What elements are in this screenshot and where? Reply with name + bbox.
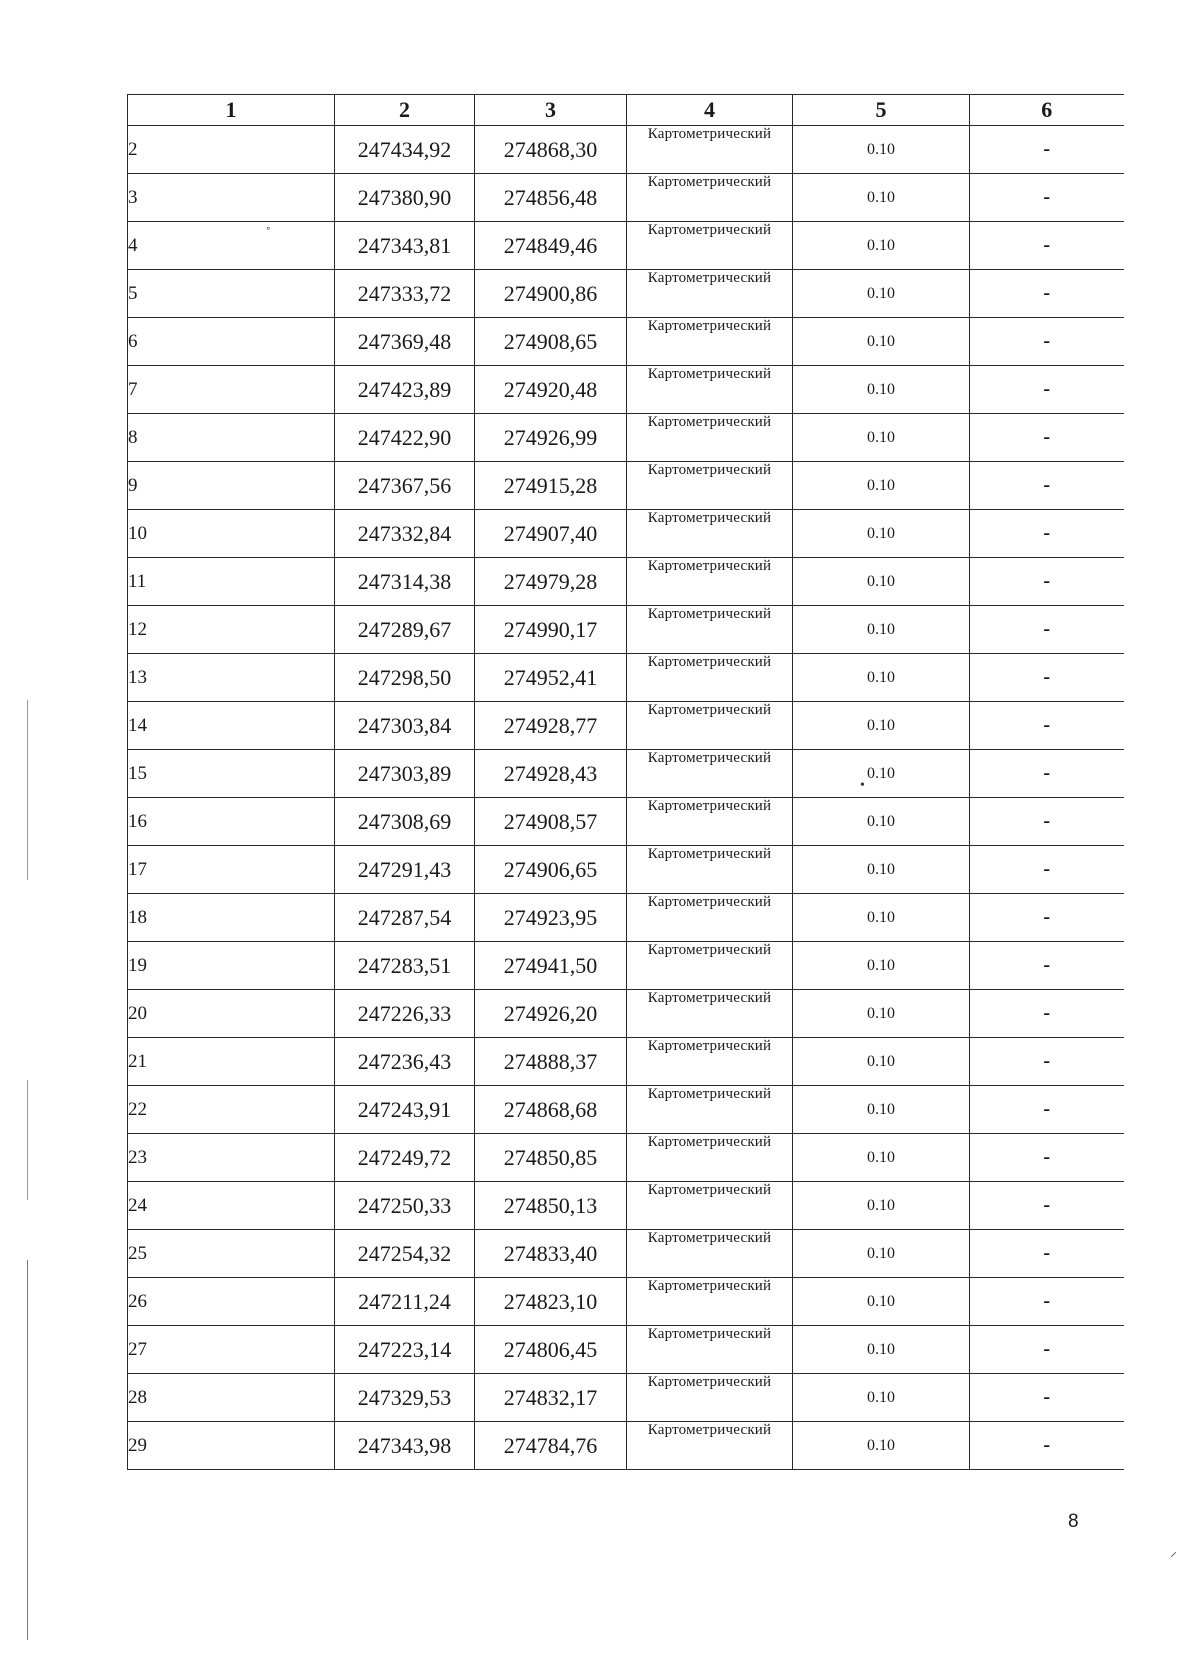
point-number-cell: 28 <box>128 1374 335 1422</box>
table-row <box>128 318 1124 366</box>
table-row <box>128 1326 1124 1374</box>
y-coordinate-cell: 274868,30 <box>475 126 627 174</box>
method-cell: Картометрический <box>627 1374 793 1422</box>
point-number-cell: 4 <box>128 222 335 270</box>
y-coordinate-cell: 274907,40 <box>475 510 627 558</box>
method-cell: Картометрический <box>627 846 793 894</box>
x-coordinate-cell: 247332,84 <box>335 510 475 558</box>
y-coordinate-cell: 274832,17 <box>475 1374 627 1422</box>
method-cell: Картометрический <box>627 798 793 846</box>
accuracy-cell: 0.10 <box>793 270 970 318</box>
point-number-cell: 8 <box>128 414 335 462</box>
description-cell: - <box>970 222 1124 270</box>
table-row <box>128 1374 1124 1422</box>
x-coordinate-cell: 247329,53 <box>335 1374 475 1422</box>
method-cell: Картометрический <box>627 462 793 510</box>
accuracy-cell: 0.10 <box>793 894 970 942</box>
x-coordinate-cell: 247308,69 <box>335 798 475 846</box>
table-row <box>128 222 1124 270</box>
x-coordinate-cell: 247289,67 <box>335 606 475 654</box>
y-coordinate-cell: 274906,65 <box>475 846 627 894</box>
description-cell: - <box>970 1182 1124 1230</box>
y-coordinate-cell: 274833,40 <box>475 1230 627 1278</box>
method-cell: Картометрический <box>627 222 793 270</box>
accuracy-cell: 0.10 <box>793 606 970 654</box>
accuracy-cell: 0.10 <box>793 1278 970 1326</box>
y-coordinate-cell: 274888,37 <box>475 1038 627 1086</box>
column-header-3: 3 <box>475 95 627 126</box>
x-coordinate-cell: 247434,92 <box>335 126 475 174</box>
column-header-6: 6 <box>970 95 1124 126</box>
table-row <box>128 270 1124 318</box>
method-cell: Картометрический <box>627 654 793 702</box>
accuracy-cell: 0.10 <box>793 1038 970 1086</box>
y-coordinate-cell: 274849,46 <box>475 222 627 270</box>
table-body <box>128 126 1124 1470</box>
table-row <box>128 462 1124 510</box>
table-row <box>128 510 1124 558</box>
point-number-cell: 3 <box>128 174 335 222</box>
accuracy-cell: 0.10 <box>793 174 970 222</box>
point-number-cell: 2 <box>128 126 335 174</box>
description-cell: - <box>970 462 1124 510</box>
method-cell: Картометрический <box>627 894 793 942</box>
y-coordinate-cell: 274900,86 <box>475 270 627 318</box>
column-header-2: 2 <box>335 95 475 126</box>
method-cell: Картометрический <box>627 414 793 462</box>
y-coordinate-cell: 274952,41 <box>475 654 627 702</box>
table-row <box>128 990 1124 1038</box>
y-coordinate-cell: 274979,28 <box>475 558 627 606</box>
x-coordinate-cell: 247254,32 <box>335 1230 475 1278</box>
y-coordinate-cell: 274990,17 <box>475 606 627 654</box>
method-cell: Картометрический <box>627 510 793 558</box>
point-number-cell: 11 <box>128 558 335 606</box>
method-cell: Картометрический <box>627 1038 793 1086</box>
method-cell: Картометрический <box>627 558 793 606</box>
method-cell: Картометрический <box>627 942 793 990</box>
accuracy-cell: 0.10 <box>793 990 970 1038</box>
table-row <box>128 606 1124 654</box>
x-coordinate-cell: 247223,14 <box>335 1326 475 1374</box>
x-coordinate-cell: 247369,48 <box>335 318 475 366</box>
method-cell: Картометрический <box>627 318 793 366</box>
method-cell: Картометрический <box>627 270 793 318</box>
method-cell: Картометрический <box>627 702 793 750</box>
accuracy-cell: 0.10 <box>793 1182 970 1230</box>
x-coordinate-cell: 247423,89 <box>335 366 475 414</box>
method-cell: Картометрический <box>627 174 793 222</box>
description-cell: - <box>970 174 1124 222</box>
x-coordinate-cell: 247367,56 <box>335 462 475 510</box>
point-number-cell: 27 <box>128 1326 335 1374</box>
point-number-cell: 24 <box>128 1182 335 1230</box>
accuracy-cell: 0.10 <box>793 942 970 990</box>
y-coordinate-cell: 274850,13 <box>475 1182 627 1230</box>
accuracy-cell: 0.10 <box>793 798 970 846</box>
x-coordinate-cell: 247226,33 <box>335 990 475 1038</box>
table-row <box>128 1134 1124 1182</box>
y-coordinate-cell: 274868,68 <box>475 1086 627 1134</box>
description-cell: - <box>970 1230 1124 1278</box>
accuracy-cell: 0.10 <box>793 750 970 798</box>
x-coordinate-cell: 247291,43 <box>335 846 475 894</box>
accuracy-cell: 0.10 <box>793 126 970 174</box>
description-cell: - <box>970 894 1124 942</box>
accuracy-cell: 0.10 <box>793 1374 970 1422</box>
y-coordinate-cell: 274806,45 <box>475 1326 627 1374</box>
y-coordinate-cell: 274850,85 <box>475 1134 627 1182</box>
description-cell: - <box>970 798 1124 846</box>
accuracy-cell: 0.10 <box>793 702 970 750</box>
method-cell: Картометрический <box>627 126 793 174</box>
point-number-cell: 9 <box>128 462 335 510</box>
x-coordinate-cell: 247303,89 <box>335 750 475 798</box>
description-cell: - <box>970 1374 1124 1422</box>
description-cell: - <box>970 1086 1124 1134</box>
scan-speck: ˚ <box>266 226 271 241</box>
x-coordinate-cell: 247249,72 <box>335 1134 475 1182</box>
page-number: 8 <box>1068 1511 1079 1532</box>
x-coordinate-cell: 247236,43 <box>335 1038 475 1086</box>
description-cell: - <box>970 510 1124 558</box>
coordinates-table <box>127 94 1124 1470</box>
y-coordinate-cell: 274908,65 <box>475 318 627 366</box>
method-cell: Картометрический <box>627 1182 793 1230</box>
x-coordinate-cell: 247298,50 <box>335 654 475 702</box>
description-cell: - <box>970 1278 1124 1326</box>
description-cell: - <box>970 558 1124 606</box>
y-coordinate-cell: 274915,28 <box>475 462 627 510</box>
accuracy-cell: 0.10 <box>793 1422 970 1470</box>
accuracy-cell: 0.10 <box>793 414 970 462</box>
description-cell: - <box>970 702 1124 750</box>
accuracy-cell: 0.10 <box>793 462 970 510</box>
accuracy-cell: 0.10 <box>793 1086 970 1134</box>
description-cell: - <box>970 654 1124 702</box>
table-row <box>128 1422 1124 1470</box>
x-coordinate-cell: 247333,72 <box>335 270 475 318</box>
description-cell: - <box>970 126 1124 174</box>
point-number-cell: 26 <box>128 1278 335 1326</box>
y-coordinate-cell: 274908,57 <box>475 798 627 846</box>
point-number-cell: 13 <box>128 654 335 702</box>
y-coordinate-cell: 274941,50 <box>475 942 627 990</box>
description-cell: - <box>970 366 1124 414</box>
x-coordinate-cell: 247343,98 <box>335 1422 475 1470</box>
accuracy-cell: 0.10 <box>793 1326 970 1374</box>
y-coordinate-cell: 274928,77 <box>475 702 627 750</box>
point-number-cell: 10 <box>128 510 335 558</box>
table-row <box>128 126 1124 174</box>
accuracy-cell: 0.10 <box>793 1134 970 1182</box>
x-coordinate-cell: 247250,33 <box>335 1182 475 1230</box>
point-number-cell: 14 <box>128 702 335 750</box>
method-cell: Картометрический <box>627 1278 793 1326</box>
table-row <box>128 702 1124 750</box>
table-row <box>128 1278 1124 1326</box>
method-cell: Картометрический <box>627 990 793 1038</box>
table-row <box>128 846 1124 894</box>
point-number-cell: 25 <box>128 1230 335 1278</box>
point-number-cell: 21 <box>128 1038 335 1086</box>
column-header-1: 1 <box>128 95 335 126</box>
x-coordinate-cell: 247343,81 <box>335 222 475 270</box>
method-cell: Картометрический <box>627 750 793 798</box>
x-coordinate-cell: 247283,51 <box>335 942 475 990</box>
accuracy-cell: 0.10 <box>793 318 970 366</box>
table-row <box>128 654 1124 702</box>
method-cell: Картометрический <box>627 606 793 654</box>
point-number-cell: 18 <box>128 894 335 942</box>
description-cell: - <box>970 414 1124 462</box>
description-cell: - <box>970 942 1124 990</box>
table-row <box>128 750 1124 798</box>
table-row <box>128 1230 1124 1278</box>
method-cell: Картометрический <box>627 1230 793 1278</box>
x-coordinate-cell: 247211,24 <box>335 1278 475 1326</box>
description-cell: - <box>970 606 1124 654</box>
point-number-cell: 23 <box>128 1134 335 1182</box>
point-number-cell: 6 <box>128 318 335 366</box>
description-cell: - <box>970 1326 1124 1374</box>
point-number-cell: 29 <box>128 1422 335 1470</box>
description-cell: - <box>970 1422 1124 1470</box>
method-cell: Картометрический <box>627 1326 793 1374</box>
table-row <box>128 798 1124 846</box>
table-row <box>128 366 1124 414</box>
description-cell: - <box>970 846 1124 894</box>
y-coordinate-cell: 274856,48 <box>475 174 627 222</box>
table-row <box>128 174 1124 222</box>
x-coordinate-cell: 247314,38 <box>335 558 475 606</box>
description-cell: - <box>970 270 1124 318</box>
accuracy-cell: 0.10 <box>793 1230 970 1278</box>
description-cell: - <box>970 750 1124 798</box>
method-cell: Картометрический <box>627 1422 793 1470</box>
table-row <box>128 1038 1124 1086</box>
x-coordinate-cell: 247303,84 <box>335 702 475 750</box>
scan-speck: • <box>860 778 865 793</box>
method-cell: Картометрический <box>627 1086 793 1134</box>
x-coordinate-cell: 247243,91 <box>335 1086 475 1134</box>
scan-margin-line <box>27 1260 28 1640</box>
description-cell: - <box>970 1134 1124 1182</box>
table-row <box>128 414 1124 462</box>
table-row <box>128 942 1124 990</box>
point-number-cell: 15 <box>128 750 335 798</box>
point-number-cell: 19 <box>128 942 335 990</box>
point-number-cell: 22 <box>128 1086 335 1134</box>
y-coordinate-cell: 274920,48 <box>475 366 627 414</box>
method-cell: Картометрический <box>627 366 793 414</box>
y-coordinate-cell: 274926,20 <box>475 990 627 1038</box>
x-coordinate-cell: 247422,90 <box>335 414 475 462</box>
y-coordinate-cell: 274926,99 <box>475 414 627 462</box>
y-coordinate-cell: 274823,10 <box>475 1278 627 1326</box>
y-coordinate-cell: 274928,43 <box>475 750 627 798</box>
point-number-cell: 16 <box>128 798 335 846</box>
point-number-cell: 7 <box>128 366 335 414</box>
description-cell: - <box>970 318 1124 366</box>
description-cell: - <box>970 990 1124 1038</box>
table-row <box>128 1086 1124 1134</box>
scan-margin-line <box>27 1080 28 1200</box>
accuracy-cell: 0.10 <box>793 846 970 894</box>
x-coordinate-cell: 247380,90 <box>335 174 475 222</box>
accuracy-cell: 0.10 <box>793 510 970 558</box>
description-cell: - <box>970 1038 1124 1086</box>
accuracy-cell: 0.10 <box>793 366 970 414</box>
point-number-cell: 17 <box>128 846 335 894</box>
y-coordinate-cell: 274784,76 <box>475 1422 627 1470</box>
table-header-row <box>128 95 1124 126</box>
scan-speck: ⸝ <box>1170 1545 1177 1560</box>
method-cell: Картометрический <box>627 1134 793 1182</box>
point-number-cell: 5 <box>128 270 335 318</box>
accuracy-cell: 0.10 <box>793 558 970 606</box>
y-coordinate-cell: 274923,95 <box>475 894 627 942</box>
scan-margin-line <box>27 700 28 880</box>
column-header-4: 4 <box>627 95 793 126</box>
table-row <box>128 558 1124 606</box>
column-header-5: 5 <box>793 95 970 126</box>
x-coordinate-cell: 247287,54 <box>335 894 475 942</box>
accuracy-cell: 0.10 <box>793 654 970 702</box>
table-row <box>128 1182 1124 1230</box>
accuracy-cell: 0.10 <box>793 222 970 270</box>
point-number-cell: 20 <box>128 990 335 1038</box>
point-number-cell: 12 <box>128 606 335 654</box>
table-row <box>128 894 1124 942</box>
